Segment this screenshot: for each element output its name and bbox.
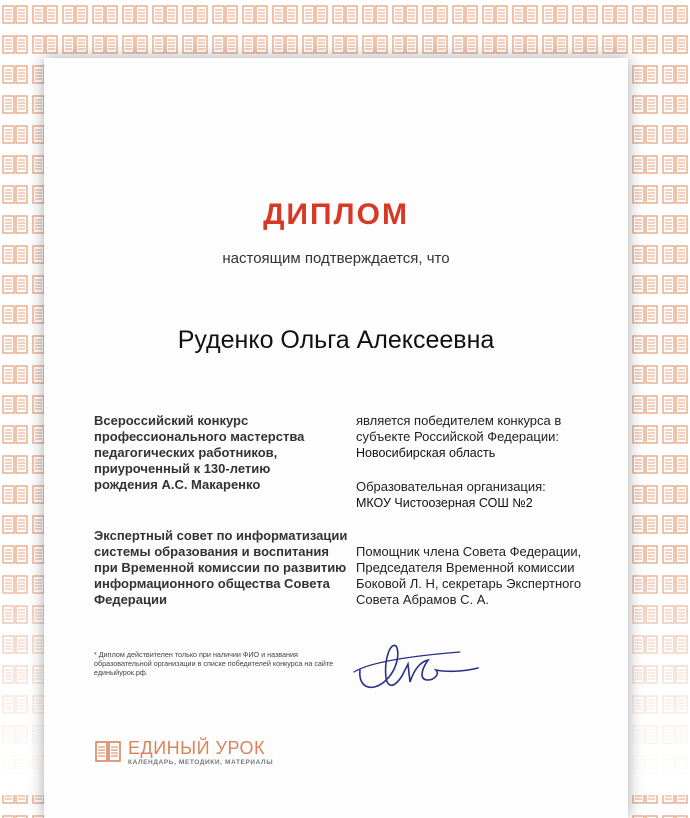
organization-value: МКОУ Чистоозерная СОШ №2 [356, 496, 533, 510]
winner-label: является победителем конкурса в субъекте Российской Федерации: [356, 413, 562, 444]
organization-info [356, 479, 616, 511]
diploma-sheet [44, 58, 628, 818]
contest-name: Всероссийский конкурс профессионального мастерства педагогических работников, приуроченный к 130-летию рождения А.С. Макаренко [94, 413, 305, 492]
diploma-subtitle: настоящим подтверждается, что [222, 250, 450, 267]
winner-info [356, 413, 616, 461]
recipient-name: Руденко Ольга Алексеевна [177, 326, 495, 354]
book-icon [94, 738, 122, 766]
logo-tagline: КАЛЕНДАРЬ, МЕТОДИКИ, МАТЕРИАЛЫ [128, 759, 274, 766]
diploma-title: ДИПЛОМ [263, 198, 409, 231]
signatory-text: Помощник члена Совета Федерации, Председателя Временной комиссии Боковой Л. Н, секретарь Экспертного Совета Абрамов С. А. [356, 544, 582, 607]
footnote: * Диплом действителен только при наличии ФИО и названия образовательной организации в списке победителей конкурса на сайте единыйурок.рф. [94, 650, 334, 677]
organization-label: Образовательная организация: [356, 479, 546, 494]
logo-name: ЕДИНЫЙ УРОК [128, 738, 266, 758]
expert-council: Экспертный совет по информатизации системы образования и воспитания при Временной комиссии по развитию информационного общества Совета Федерации [94, 528, 348, 607]
signature [350, 630, 500, 700]
region-value: Новосибирская область [356, 446, 496, 460]
